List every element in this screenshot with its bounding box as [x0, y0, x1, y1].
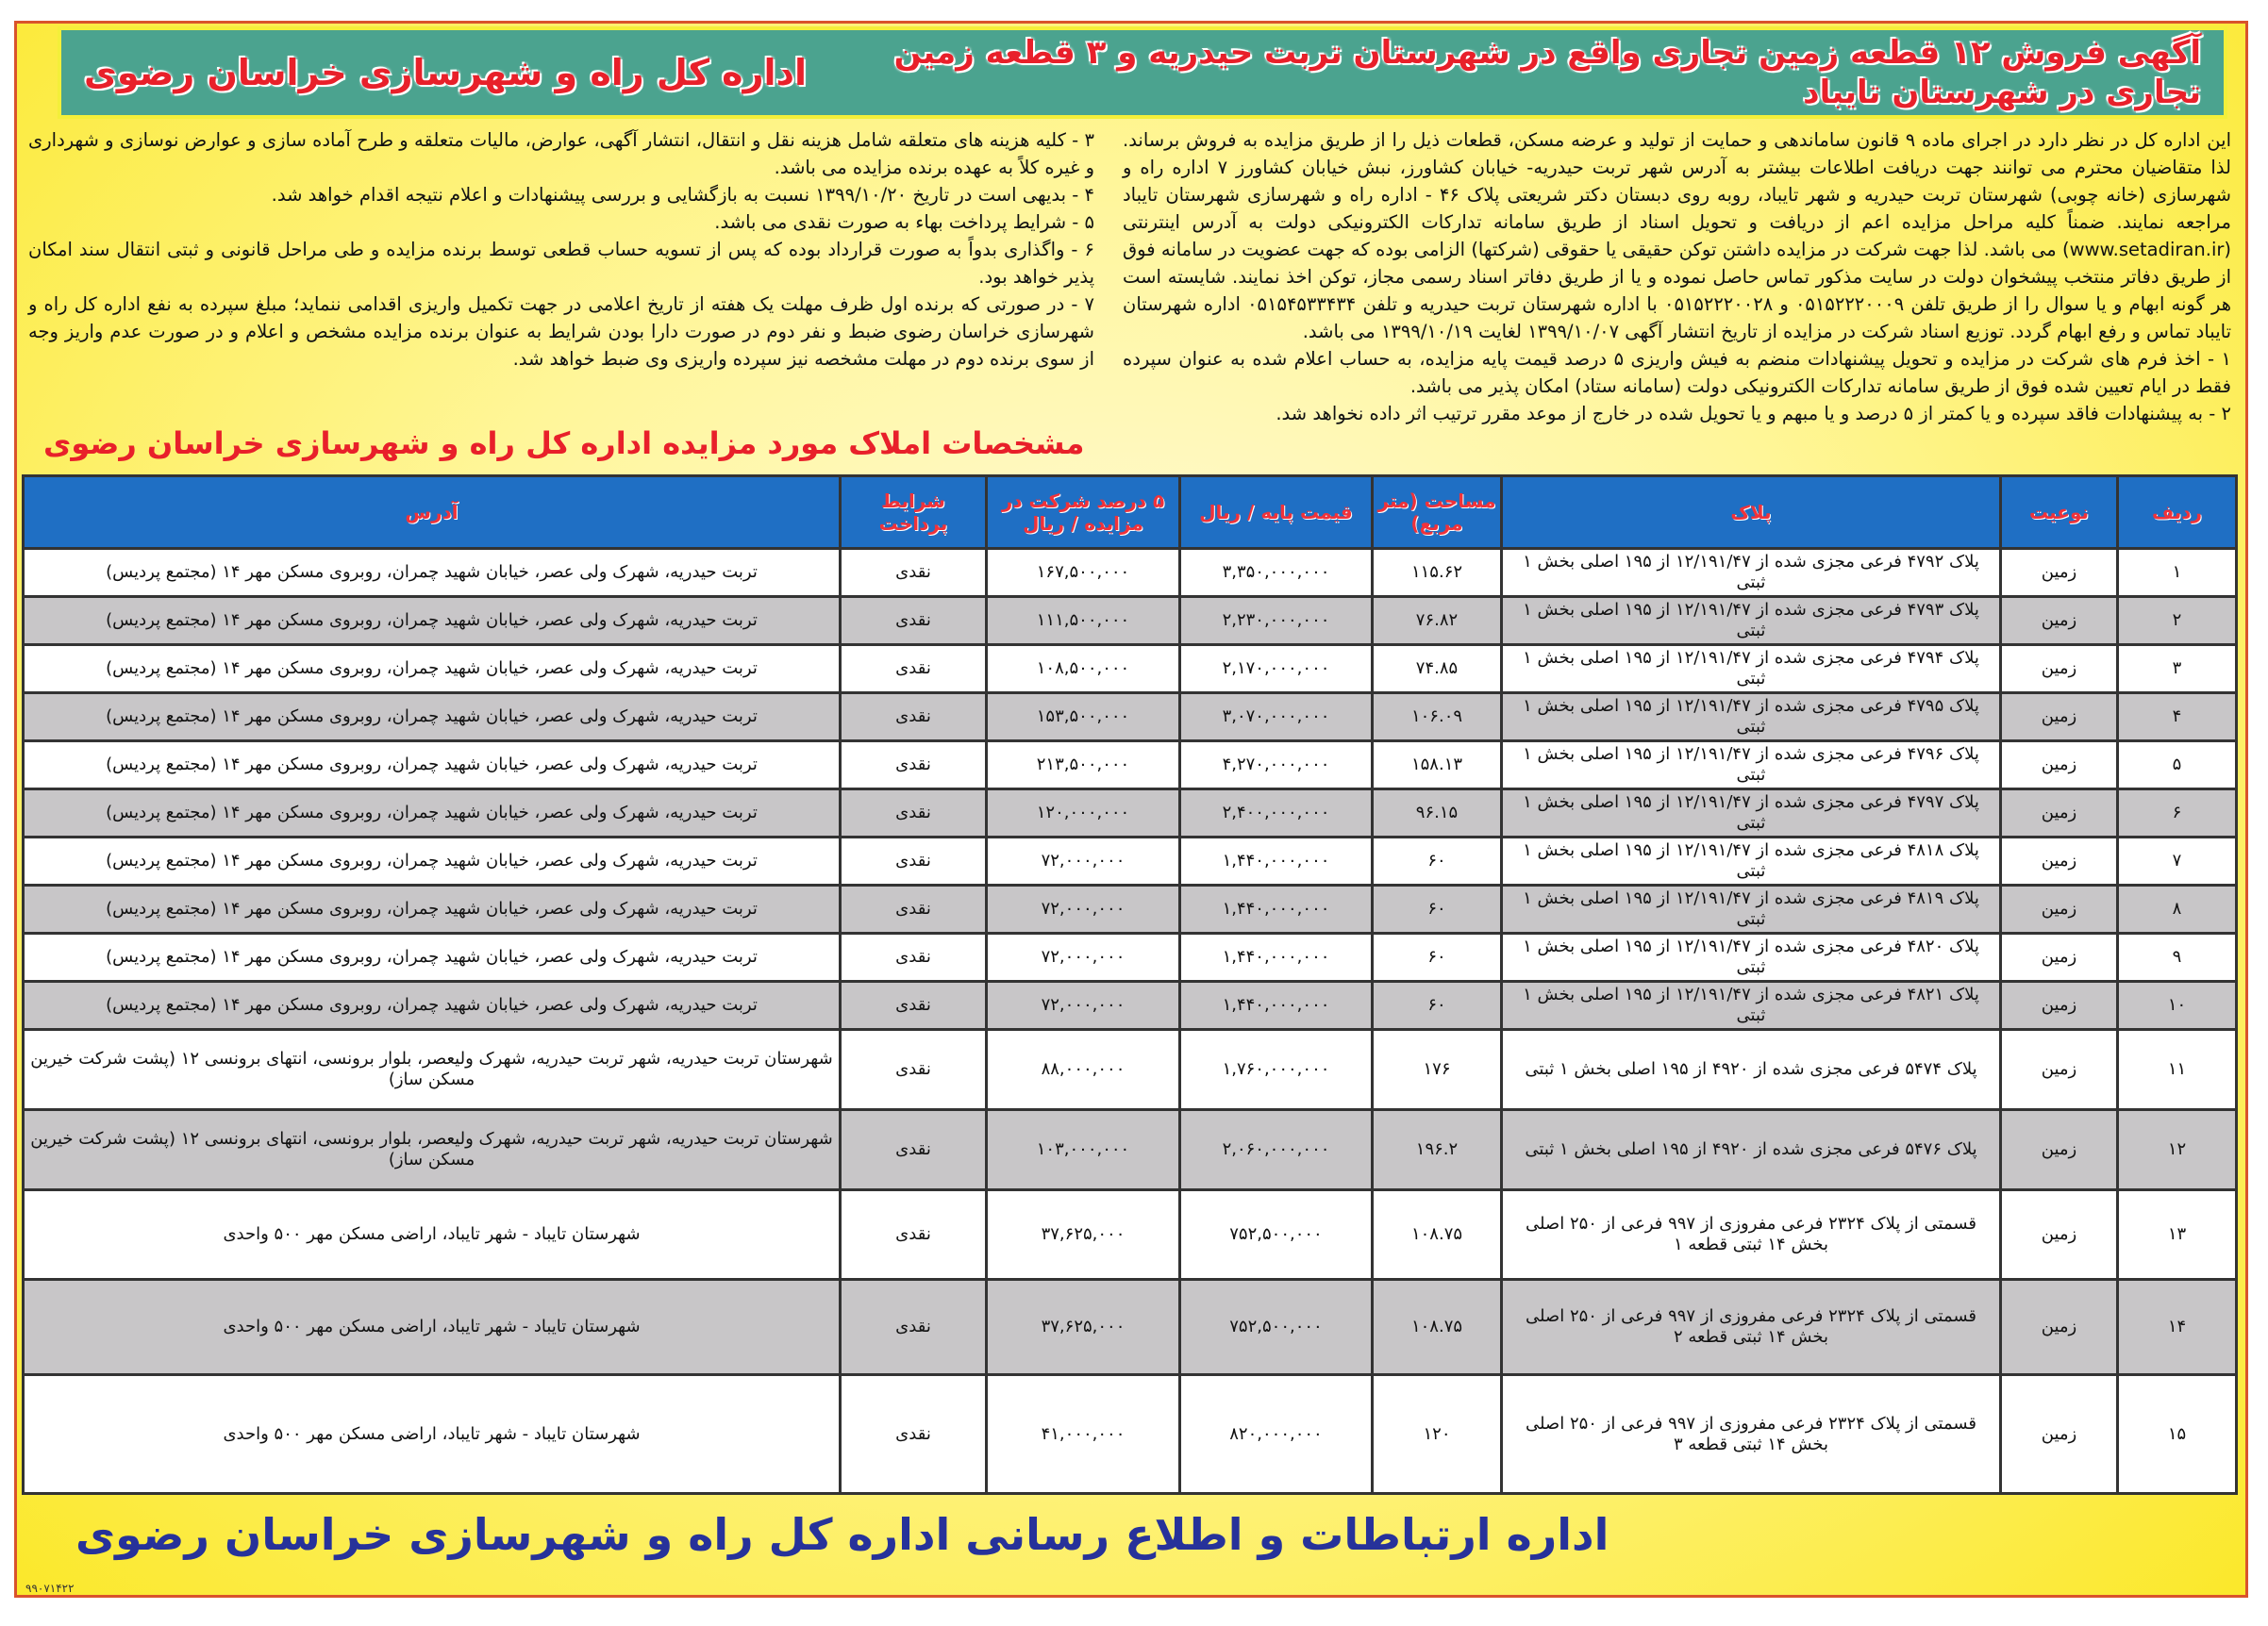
table-header-row — [24, 476, 2237, 549]
cell-plaque: پلاک ۴۷۹۲ فرعی مجزی شده از ۱۲/۱۹۱/۴۷ از ۱۹۵ اصلی بخش ۱ ثبتی — [1502, 549, 2001, 597]
cell-payment-terms: نقدی — [841, 1280, 987, 1375]
cell-deposit: ۷۲,۰۰۰,۰۰۰ — [987, 934, 1180, 982]
cell-payment-terms: نقدی — [841, 1375, 987, 1494]
cell-deposit: ۱۲۰,۰۰۰,۰۰۰ — [987, 789, 1180, 838]
condition-6: ۶ - واگذاری بدواً به صورت قرارداد بوده که پس از تسویه حساب قطعی توسط برنده مزایده و طی مراحل قانونی و ثبتی انتقال سند امکان پذیر خواهد بود. — [28, 239, 1094, 288]
cell-payment-terms: نقدی — [841, 741, 987, 789]
table-row — [24, 693, 2237, 741]
table-row — [24, 1375, 2237, 1494]
cell-area: ۱۰۸.۷۵ — [1373, 1190, 1502, 1280]
condition-4: ۴ - بدیهی است در تاریخ ۱۳۹۹/۱۰/۲۰ نسبت به بازگشایی و بررسی پیشنهادات و اعلام نتیجه اقدام خواهد شد. — [271, 184, 1094, 206]
table-row — [24, 982, 2237, 1030]
cell-base-price: ۱,۴۴۰,۰۰۰,۰۰۰ — [1180, 934, 1373, 982]
cell-deposit: ۷۲,۰۰۰,۰۰۰ — [987, 886, 1180, 934]
cell-area: ۱۷۶ — [1373, 1030, 1502, 1110]
cell-payment-terms: نقدی — [841, 549, 987, 597]
cell-base-price: ۲,۰۶۰,۰۰۰,۰۰۰ — [1180, 1110, 1373, 1190]
table-row — [24, 789, 2237, 838]
cell-payment-terms: نقدی — [841, 934, 987, 982]
cell-area: ۶۰ — [1373, 982, 1502, 1030]
cell-plaque: قسمتی از پلاک ۲۳۲۴ فرعی مفروزی از ۹۹۷ فرعی از ۲۵۰ اصلی بخش ۱۴ ثبتی قطعه ۱ — [1502, 1190, 2001, 1280]
table-subtitle: مشخصات املاک مورد مزایده اداره کل راه و شهرسازی خراسان رضوی — [43, 425, 1085, 461]
cell-plaque: پلاک ۴۸۲۱ فرعی مجزی شده از ۱۲/۱۹۱/۴۷ از ۱۹۵ اصلی بخش ۱ ثبتی — [1502, 982, 2001, 1030]
table-row — [24, 934, 2237, 982]
cell-type: زمین — [2001, 597, 2118, 645]
cell-deposit: ۱۵۳,۵۰۰,۰۰۰ — [987, 693, 1180, 741]
cell-type: زمین — [2001, 1375, 2118, 1494]
cell-area: ۱۱۵.۶۲ — [1373, 549, 1502, 597]
cell-area: ۹۶.۱۵ — [1373, 789, 1502, 838]
condition-5: ۵ - شرایط پرداخت بهاء به صورت نقدی می باشد. — [714, 211, 1094, 233]
cell-base-price: ۲,۴۰۰,۰۰۰,۰۰۰ — [1180, 789, 1373, 838]
cell-payment-terms: نقدی — [841, 645, 987, 693]
intro-paragraph: این اداره کل در نظر دارد در اجرای ماده ۹ قانون ساماندهی و حمایت از تولید و عرضه مسکن، قطعات ذیل را از طریق مزایده به فروش برساند. لذا متقاضیان محترم می توانند جهت دریافت اطلاعات بیشتر به آدرس شهر تربت حیدریه- خیابان کشاورز، نبش خیابان کشاورز ۷ اداره راه و شهرسازی (خانه چوبی) شهرستان تربت حیدریه و شهر تایباد، روبه روی دبستان دکتر شریعتی پلاک ۴۶ - اداره راه و شهرسازی شهرستان تایباد مراجعه نمایند. ضمناً کلیه مراحل مزایده اعم از دریافت و تحویل اسناد از طریق سامانه تدارکات الکترونیکی دولت به آدرس اینترنتی (www.setadiran.ir) می باشد. لذا جهت شرکت در مزایده داشتن توکن حقیقی یا حقوقی (شرکتها) الزامی بوده که جهت عضویت در سامانه فوق از طریق دفاتر منتخب پیشخوان دولت در سایت مذکور تماس حاصل نموده و یا از طریق دفاتر اسناد رسمی مجاز، توکن اخذ نمایند. شایسته است هر گونه ابهام و یا سوال را از طریق تلفن ۰۵۱۵۲۲۲۰۰۰۹ و ۰۵۱۵۲۲۲۰۰۲۸ با اداره شهرستان تربت حیدریه و تلفن ۰۵۱۵۴۵۳۳۴۳۴ اداره شهرستان تایباد تماس و رفع ابهام گردد. توزیع اسناد شرکت در مزایده از تاریخ انتشار آگهی ۱۳۹۹/۱۰/۰۷ لغایت ۱۳۹۹/۱۰/۱۹ می باشد. — [1123, 129, 2232, 342]
table-row — [24, 549, 2237, 597]
cell-address: شهرستان تایباد - شهر تایباد، اراضی مسکن مهر ۵۰۰ واحدی — [24, 1190, 841, 1280]
cell-payment-terms: نقدی — [841, 597, 987, 645]
cell-area: ۷۶.۸۲ — [1373, 597, 1502, 645]
cell-deposit: ۱۶۷,۵۰۰,۰۰۰ — [987, 549, 1180, 597]
cell-type: زمین — [2001, 982, 2118, 1030]
column-header-row-number: ردیف — [2118, 476, 2237, 549]
cell-address: تربت حیدریه، شهرک ولی عصر، خیابان شهید چمران، روبروی مسکن مهر ۱۴ (مجتمع پردیس) — [24, 886, 841, 934]
cell-row-number: ۷ — [2118, 838, 2237, 886]
cell-type: زمین — [2001, 549, 2118, 597]
cell-base-price: ۲,۲۳۰,۰۰۰,۰۰۰ — [1180, 597, 1373, 645]
column-header-plaque: پلاک — [1502, 476, 2001, 549]
column-header-area: مساحت (متر مربع) — [1373, 476, 1502, 549]
cell-area: ۶۰ — [1373, 934, 1502, 982]
cell-type: زمین — [2001, 741, 2118, 789]
cell-plaque: پلاک ۴۷۹۳ فرعی مجزی شده از ۱۲/۱۹۱/۴۷ از ۱۹۵ اصلی بخش ۱ ثبتی — [1502, 597, 2001, 645]
cell-base-price: ۱,۴۴۰,۰۰۰,۰۰۰ — [1180, 982, 1373, 1030]
cell-base-price: ۱,۴۴۰,۰۰۰,۰۰۰ — [1180, 886, 1373, 934]
cell-base-price: ۷۵۲,۵۰۰,۰۰۰ — [1180, 1280, 1373, 1375]
table-row — [24, 886, 2237, 934]
cell-row-number: ۱۴ — [2118, 1280, 2237, 1375]
condition-7: ۷ - در صورتی که برنده اول ظرف مهلت یک هفته از تاریخ اعلامی در جهت تکمیل واریزی اقدامی ننماید؛ مبلغ سپرده به نفع اداره کل راه و شهرسازی خراسان رضوی ضبط و نفر دوم در صورت دارا بودن شرایط به عنوان برنده مزایده مشخص و اعلام و در صورت عدم واریز وجه از سوی برنده دوم در مهلت مشخصه نیز سپرده واریزی وی ضبط خواهد شد. — [28, 293, 1094, 370]
column-header-address: آدرس — [24, 476, 841, 549]
cell-plaque: پلاک ۴۷۹۴ فرعی مجزی شده از ۱۲/۱۹۱/۴۷ از ۱۹۵ اصلی بخش ۱ ثبتی — [1502, 645, 2001, 693]
cell-base-price: ۳,۳۵۰,۰۰۰,۰۰۰ — [1180, 549, 1373, 597]
header-banner — [58, 26, 2227, 119]
column-header-deposit: ۵ درصد شرکت در مزایده / ریال — [987, 476, 1180, 549]
condition-1: ۱ - اخذ فرم های شرکت در مزایده و تحویل پیشنهادات منضم به فیش واریزی ۵ درصد قیمت پایه مزایده، به حساب اعلام شده به عنوان سپرده فقط در ایام تعیین شده فوق از طریق سامانه تدارکات الکترونیکی دولت (سامانه ستاد) امکان پذیر می باشد. — [1123, 348, 2232, 397]
condition-3: ۳ - کلیه هزینه های متعلقه شامل هزینه نقل و انتقال، انتشار آگهی، عوارض، مالیات متعلقه و طرح آماده سازی و عوارض نوسازی و شهرداری و غیره کلاً به عهده برنده مزایده می باشد. — [28, 129, 1094, 178]
intro-text-right — [1123, 126, 2231, 427]
cell-payment-terms: نقدی — [841, 838, 987, 886]
cell-type: زمین — [2001, 886, 2118, 934]
table-row — [24, 597, 2237, 645]
cell-base-price: ۳,۰۷۰,۰۰۰,۰۰۰ — [1180, 693, 1373, 741]
cell-area: ۶۰ — [1373, 886, 1502, 934]
cell-type: زمین — [2001, 838, 2118, 886]
cell-row-number: ۱۱ — [2118, 1030, 2237, 1110]
cell-address: تربت حیدریه، شهرک ولی عصر، خیابان شهید چمران، روبروی مسکن مهر ۱۴ (مجتمع پردیس) — [24, 934, 841, 982]
cell-plaque: پلاک ۴۷۹۵ فرعی مجزی شده از ۱۲/۱۹۱/۴۷ از ۱۹۵ اصلی بخش ۱ ثبتی — [1502, 693, 2001, 741]
cell-deposit: ۳۷,۶۲۵,۰۰۰ — [987, 1190, 1180, 1280]
cell-row-number: ۱۳ — [2118, 1190, 2237, 1280]
cell-address: تربت حیدریه، شهرک ولی عصر، خیابان شهید چمران، روبروی مسکن مهر ۱۴ (مجتمع پردیس) — [24, 838, 841, 886]
cell-plaque: پلاک ۴۸۲۰ فرعی مجزی شده از ۱۲/۱۹۱/۴۷ از ۱۹۵ اصلی بخش ۱ ثبتی — [1502, 934, 2001, 982]
cell-type: زمین — [2001, 1110, 2118, 1190]
intro-text-left — [28, 126, 1094, 373]
ad-code: ۹۹۰۷۱۴۲۲ — [25, 1582, 75, 1595]
cell-payment-terms: نقدی — [841, 1030, 987, 1110]
column-header-base-price: قیمت پایه / ریال — [1180, 476, 1373, 549]
cell-base-price: ۲,۱۷۰,۰۰۰,۰۰۰ — [1180, 645, 1373, 693]
table-row — [24, 1280, 2237, 1375]
cell-payment-terms: نقدی — [841, 693, 987, 741]
cell-type: زمین — [2001, 1280, 2118, 1375]
cell-row-number: ۱۵ — [2118, 1375, 2237, 1494]
cell-base-price: ۸۲۰,۰۰۰,۰۰۰ — [1180, 1375, 1373, 1494]
cell-type: زمین — [2001, 934, 2118, 982]
ad-title: آگهی فروش ۱۲ قطعه زمین تجاری واقع در شهرستان تربت حیدریه و ۳ قطعه زمین تجاری در شهرستان تایباد — [893, 34, 2201, 111]
cell-area: ۱۰۶.۰۹ — [1373, 693, 1502, 741]
cell-deposit: ۱۰۸,۵۰۰,۰۰۰ — [987, 645, 1180, 693]
cell-plaque: پلاک ۴۸۱۹ فرعی مجزی شده از ۱۲/۱۹۱/۴۷ از ۱۹۵ اصلی بخش ۱ ثبتی — [1502, 886, 2001, 934]
cell-base-price: ۱,۷۶۰,۰۰۰,۰۰۰ — [1180, 1030, 1373, 1110]
cell-address: شهرستان تایباد - شهر تایباد، اراضی مسکن مهر ۵۰۰ واحدی — [24, 1280, 841, 1375]
cell-payment-terms: نقدی — [841, 982, 987, 1030]
cell-address: تربت حیدریه، شهرک ولی عصر، خیابان شهید چمران، روبروی مسکن مهر ۱۴ (مجتمع پردیس) — [24, 549, 841, 597]
cell-payment-terms: نقدی — [841, 789, 987, 838]
condition-2: ۲ - به پیشنهادات فاقد سپرده و یا کمتر از ۵ درصد و یا مبهم و یا تحویل شده در خارج از موعد مقرر ترتیب اثر داده نخواهد شد. — [1276, 403, 2231, 424]
cell-deposit: ۸۸,۰۰۰,۰۰۰ — [987, 1030, 1180, 1110]
cell-address: تربت حیدریه، شهرک ولی عصر، خیابان شهید چمران، روبروی مسکن مهر ۱۴ (مجتمع پردیس) — [24, 741, 841, 789]
cell-payment-terms: نقدی — [841, 1110, 987, 1190]
cell-area: ۷۴.۸۵ — [1373, 645, 1502, 693]
cell-area: ۱۹۶.۲ — [1373, 1110, 1502, 1190]
properties-table — [22, 474, 2238, 1495]
table-row — [24, 741, 2237, 789]
cell-plaque: قسمتی از پلاک ۲۳۲۴ فرعی مفروزی از ۹۹۷ فرعی از ۲۵۰ اصلی بخش ۱۴ ثبتی قطعه ۳ — [1502, 1375, 2001, 1494]
cell-type: زمین — [2001, 789, 2118, 838]
table-row — [24, 1030, 2237, 1110]
cell-row-number: ۱۲ — [2118, 1110, 2237, 1190]
cell-row-number: ۶ — [2118, 789, 2237, 838]
cell-area: ۱۰۸.۷۵ — [1373, 1280, 1502, 1375]
cell-plaque: پلاک ۴۷۹۷ فرعی مجزی شده از ۱۲/۱۹۱/۴۷ از ۱۹۵ اصلی بخش ۱ ثبتی — [1502, 789, 2001, 838]
cell-address: شهرستان تربت حیدریه، شهر تربت حیدریه، شهرک ولیعصر، بلوار برونسی، انتهای برونسی ۱۲ (پشت شرکت خیرین مسکن ساز) — [24, 1110, 841, 1190]
cell-type: زمین — [2001, 1030, 2118, 1110]
cell-plaque: قسمتی از پلاک ۲۳۲۴ فرعی مفروزی از ۹۹۷ فرعی از ۲۵۰ اصلی بخش ۱۴ ثبتی قطعه ۲ — [1502, 1280, 2001, 1375]
table-row — [24, 1110, 2237, 1190]
cell-row-number: ۵ — [2118, 741, 2237, 789]
cell-address: تربت حیدریه، شهرک ولی عصر، خیابان شهید چمران، روبروی مسکن مهر ۱۴ (مجتمع پردیس) — [24, 597, 841, 645]
cell-row-number: ۳ — [2118, 645, 2237, 693]
cell-row-number: ۱۰ — [2118, 982, 2237, 1030]
table-section — [22, 474, 2235, 1563]
cell-deposit: ۳۷,۶۲۵,۰۰۰ — [987, 1280, 1180, 1375]
cell-row-number: ۴ — [2118, 693, 2237, 741]
cell-base-price: ۷۵۲,۵۰۰,۰۰۰ — [1180, 1190, 1373, 1280]
organization-name: اداره کل راه و شهرسازی خراسان رضوی — [84, 52, 808, 93]
cell-deposit: ۴۱,۰۰۰,۰۰۰ — [987, 1375, 1180, 1494]
table-row — [24, 645, 2237, 693]
table-row — [24, 838, 2237, 886]
cell-deposit: ۱۱۱,۵۰۰,۰۰۰ — [987, 597, 1180, 645]
cell-row-number: ۸ — [2118, 886, 2237, 934]
cell-area: ۱۲۰ — [1373, 1375, 1502, 1494]
column-header-type: نوعیت — [2001, 476, 2118, 549]
cell-address: شهرستان تایباد - شهر تایباد، اراضی مسکن مهر ۵۰۰ واحدی — [24, 1375, 841, 1494]
cell-plaque: پلاک ۴۷۹۶ فرعی مجزی شده از ۱۲/۱۹۱/۴۷ از ۱۹۵ اصلی بخش ۱ ثبتی — [1502, 741, 2001, 789]
footer-department: اداره ارتباطات و اطلاع رسانی اداره کل راه و شهرسازی خراسان رضوی — [75, 1509, 1609, 1560]
cell-payment-terms: نقدی — [841, 886, 987, 934]
cell-row-number: ۱ — [2118, 549, 2237, 597]
cell-payment-terms: نقدی — [841, 1190, 987, 1280]
cell-row-number: ۹ — [2118, 934, 2237, 982]
cell-address: تربت حیدریه، شهرک ولی عصر، خیابان شهید چمران، روبروی مسکن مهر ۱۴ (مجتمع پردیس) — [24, 982, 841, 1030]
cell-plaque: پلاک ۵۴۷۶ فرعی مجزی شده از ۴۹۲۰ از ۱۹۵ اصلی بخش ۱ ثبتی — [1502, 1110, 2001, 1190]
column-header-payment-terms: شرایط پرداخت — [841, 476, 987, 549]
cell-deposit: ۲۱۳,۵۰۰,۰۰۰ — [987, 741, 1180, 789]
cell-type: زمین — [2001, 645, 2118, 693]
cell-type: زمین — [2001, 1190, 2118, 1280]
cell-base-price: ۴,۲۷۰,۰۰۰,۰۰۰ — [1180, 741, 1373, 789]
cell-plaque: پلاک ۵۴۷۴ فرعی مجزی شده از ۴۹۲۰ از ۱۹۵ اصلی بخش ۱ ثبتی — [1502, 1030, 2001, 1110]
cell-address: تربت حیدریه، شهرک ولی عصر، خیابان شهید چمران، روبروی مسکن مهر ۱۴ (مجتمع پردیس) — [24, 645, 841, 693]
cell-plaque: پلاک ۴۸۱۸ فرعی مجزی شده از ۱۲/۱۹۱/۴۷ از ۱۹۵ اصلی بخش ۱ ثبتی — [1502, 838, 2001, 886]
cell-type: زمین — [2001, 693, 2118, 741]
cell-area: ۱۵۸.۱۳ — [1373, 741, 1502, 789]
cell-row-number: ۲ — [2118, 597, 2237, 645]
cell-address: شهرستان تربت حیدریه، شهر تربت حیدریه، شهرک ولیعصر، بلوار برونسی، انتهای برونسی ۱۲ (پشت شرکت خیرین مسکن ساز) — [24, 1030, 841, 1110]
cell-base-price: ۱,۴۴۰,۰۰۰,۰۰۰ — [1180, 838, 1373, 886]
table-row — [24, 1190, 2237, 1280]
cell-address: تربت حیدریه، شهرک ولی عصر، خیابان شهید چمران، روبروی مسکن مهر ۱۴ (مجتمع پردیس) — [24, 789, 841, 838]
cell-deposit: ۷۲,۰۰۰,۰۰۰ — [987, 982, 1180, 1030]
cell-deposit: ۷۲,۰۰۰,۰۰۰ — [987, 838, 1180, 886]
cell-deposit: ۱۰۳,۰۰۰,۰۰۰ — [987, 1110, 1180, 1190]
cell-area: ۶۰ — [1373, 838, 1502, 886]
cell-address: تربت حیدریه، شهرک ولی عصر، خیابان شهید چمران، روبروی مسکن مهر ۱۴ (مجتمع پردیس) — [24, 693, 841, 741]
